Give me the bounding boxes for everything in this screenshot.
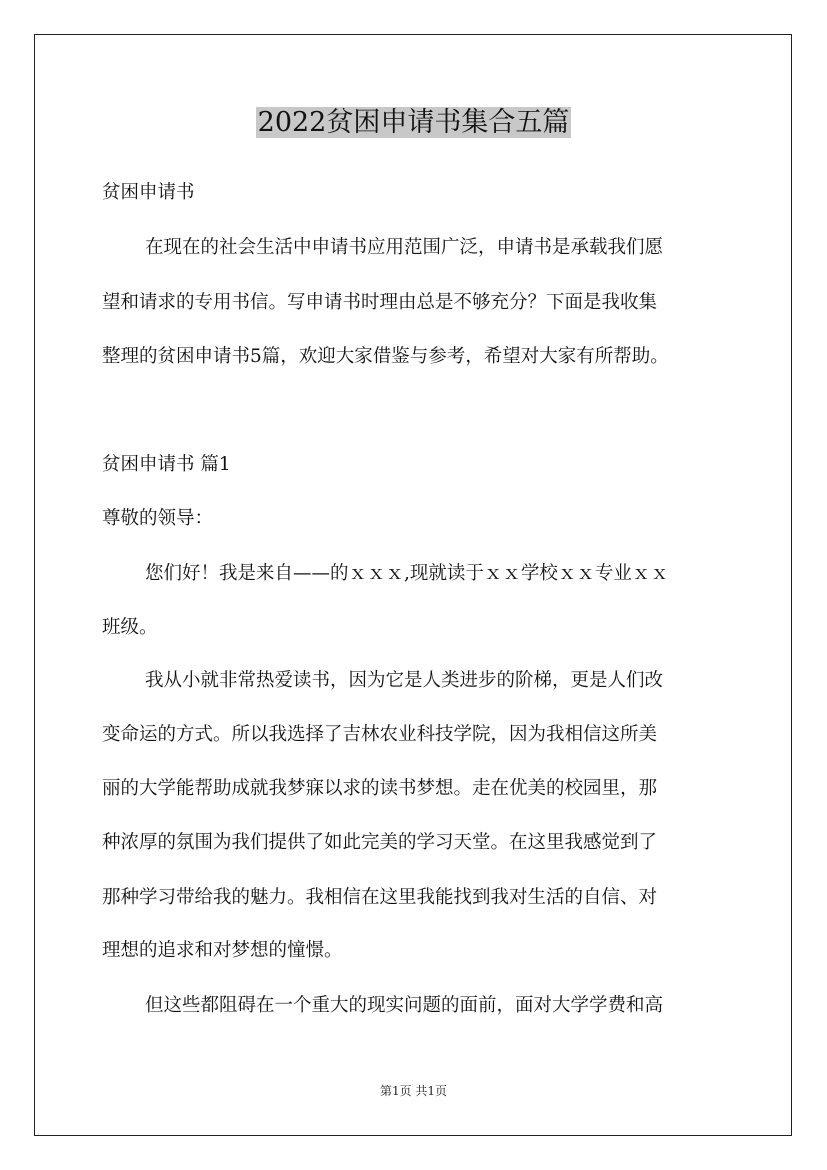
para2-line-3: 丽的大学能帮助成就我梦寐以求的读书梦想。走在优美的校园里，那 (102, 778, 658, 799)
para2-line-2: 变命运的方式。所以我选择了吉林农业科技学院，因为我相信这所美 (102, 724, 658, 745)
para1-line-1: 您们好！我是来自——的ｘｘｘ,现就读于ｘｘ学校ｘｘ专业ｘｘ (145, 563, 669, 584)
para1-line-2: 班级。 (102, 617, 158, 638)
intro-line-2: 望和请求的专用书信。写申请书时理由总是不够充分？下面是我收集 (102, 292, 658, 313)
salutation: 尊敬的领导： (102, 508, 214, 529)
para2-line-5: 那种学习带给我的魅力。我相信在这里我能找到我对生活的自信、对 (102, 887, 658, 908)
page-footer: 第1页 共1页 (379, 1084, 448, 1098)
para3-line-1: 但这些都阻碍在一个重大的现实问题的面前，面对大学学费和高 (145, 995, 664, 1016)
para2-line-6: 理想的追求和对梦想的憧憬。 (102, 940, 343, 961)
intro-line-1: 在现在的社会生活中申请书应用范围广泛，申请书是承载我们愿 (145, 237, 664, 258)
part-heading: 贫困申请书 篇1 (102, 454, 231, 475)
para2-line-4: 种浓厚的氛围为我们提供了如此完美的学习天堂。在这里我感觉到了 (102, 832, 658, 853)
intro-line-3: 整理的贫困申请书5篇，欢迎大家借鉴与参考，希望对大家有所帮助。 (102, 346, 669, 367)
document-title: 2022贫困申请书集合五篇 (257, 107, 570, 138)
section-heading: 贫困申请书 (102, 182, 195, 203)
para2-line-1: 我从小就非常热爱读书，因为它是人类进步的阶梯，更是人们改 (145, 670, 664, 691)
